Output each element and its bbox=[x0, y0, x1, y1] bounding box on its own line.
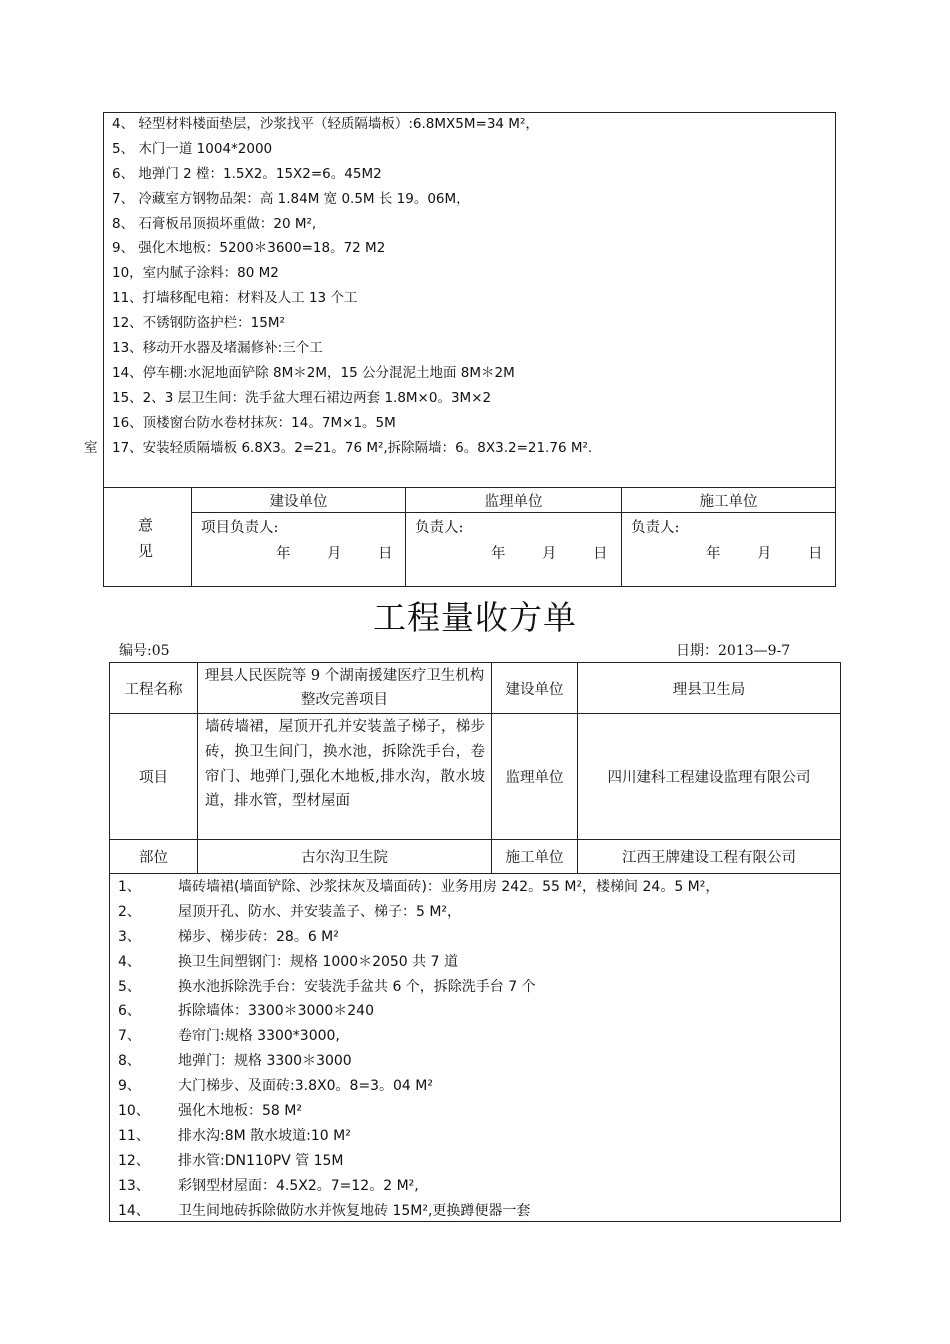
list-item: 6、 地弹门 2 樘：1.5X2。15X2=6。45M2 bbox=[112, 165, 382, 182]
item-number: 13、 bbox=[118, 1177, 150, 1194]
col1-month: 月 bbox=[327, 546, 342, 562]
col2-month: 月 bbox=[542, 546, 557, 562]
list-item bbox=[112, 1199, 842, 1224]
supervisor-label: 监理单位 bbox=[505, 770, 564, 786]
item-text: 大门梯步、及面砖:3.8X0。8=3。04 M² bbox=[178, 1078, 433, 1095]
item-text: 卫生间地砖拆除做防水并恢复地砖 15M²,更换蹲便器一套 bbox=[178, 1202, 531, 1219]
list-item: 7、 冷藏室方钢物品架：高 1.84M 宽 0.5M 长 19。06M， bbox=[112, 190, 470, 207]
builder-value: 理县卫生局 bbox=[672, 681, 746, 698]
item-text: 屋顶开孔、防水、并安装盖子、梯子：5 M²， bbox=[178, 903, 462, 920]
opinion-col2-title: 监理单位 bbox=[484, 493, 543, 510]
list-item bbox=[112, 1174, 842, 1199]
item-number: 12、 bbox=[118, 1152, 150, 1169]
item-text: 排水沟:8M 散水坡道:10 M² bbox=[178, 1127, 351, 1144]
list-item bbox=[112, 900, 842, 925]
item-number: 4、 bbox=[118, 953, 141, 970]
opinion-col1-title: 建设单位 bbox=[269, 493, 328, 510]
item-text: 卷帘门:规格 3300*3000, bbox=[178, 1028, 340, 1045]
item-text: 彩钢型材屋面：4.5X2。7=12。2 M², bbox=[178, 1177, 419, 1194]
item-number: 8、 bbox=[118, 1053, 141, 1070]
item-text: 强化木地板：58 M² bbox=[178, 1103, 302, 1120]
item-text: 换水池拆除洗手台：安装洗手盆共 6 个，拆除洗手台 7 个 bbox=[178, 978, 536, 995]
list-item: 16、顶楼窗台防水卷材抹灰：14。7M×1。5M bbox=[112, 414, 396, 431]
list-item bbox=[112, 975, 842, 1000]
opinion-label-2: 见 bbox=[138, 542, 154, 560]
top-table-bottom-border bbox=[103, 586, 836, 587]
contractor-label: 施工单位 bbox=[505, 850, 564, 866]
list-item: 11、打墙移配电箱：材料及人工 13 个工 bbox=[112, 290, 358, 307]
col3-year: 年 bbox=[706, 546, 721, 562]
col1-day: 日 bbox=[378, 546, 393, 562]
list-item: 10，室内腻子涂料：80 M2 bbox=[112, 265, 279, 282]
list-item: 5、 木门一道 1004*2000 bbox=[112, 140, 273, 157]
form-number: 编号:05 bbox=[119, 643, 170, 659]
list-item bbox=[112, 1024, 842, 1049]
col3-day: 日 bbox=[808, 546, 823, 562]
top-table-left-border bbox=[103, 112, 104, 587]
item-number: 2、 bbox=[118, 903, 141, 920]
col2-person-label: 负责人: bbox=[415, 520, 464, 536]
list-item bbox=[112, 999, 842, 1024]
opinion-label-1: 意 bbox=[138, 516, 154, 534]
opinion-col3-title: 施工单位 bbox=[699, 493, 758, 510]
part-label: 部位 bbox=[139, 850, 168, 866]
list-item: 13、移动开水器及堵漏修补:三个工 bbox=[112, 340, 323, 357]
list-item: 4、 轻型材料楼面垫层，沙浆找平（轻质隔墙板）:6.8MX5M=34 M²， bbox=[112, 116, 539, 132]
item-number: 11、 bbox=[118, 1127, 150, 1144]
list-item: 17、安装轻质隔墙板 6.8X3。2=21。76 M²,拆除隔墙：6。8X3.2=21.76 M². bbox=[112, 439, 593, 456]
item-number: 5、 bbox=[118, 978, 141, 995]
item-label: 项目 bbox=[139, 770, 168, 786]
list-item: 8、 石膏板吊顶损坏重做：20 M², bbox=[112, 215, 317, 232]
list-item bbox=[112, 1074, 842, 1099]
item-text: 梯步、梯步砖：28。6 M² bbox=[178, 928, 339, 945]
item-number: 7、 bbox=[118, 1028, 141, 1045]
col1-year: 年 bbox=[276, 546, 291, 562]
top-table-right-border bbox=[835, 112, 836, 587]
item-number: 1、 bbox=[118, 879, 141, 895]
col3-month: 月 bbox=[757, 546, 772, 562]
item-text: 拆除墙体：3300＊3000＊240 bbox=[178, 1003, 374, 1020]
margin-char: 室 bbox=[84, 440, 98, 456]
list-item bbox=[112, 1149, 842, 1174]
list-item bbox=[112, 1099, 842, 1124]
form-date: 日期：2013—9-7 bbox=[676, 643, 791, 659]
item-text: 排水管:DN110PV 管 15M bbox=[178, 1152, 344, 1169]
item-number: 6、 bbox=[118, 1003, 141, 1020]
item-text: 地弹门：规格 3300＊3000 bbox=[178, 1053, 352, 1070]
list-item: 14、停车棚:水泥地面铲除 8M＊2M，15 公分混泥土地面 8M＊2M bbox=[112, 364, 515, 381]
info-row-divider-3 bbox=[109, 873, 841, 874]
top-item-list bbox=[112, 112, 832, 460]
list-item: 9、 强化木地板：5200＊3600=18。72 M2 bbox=[112, 240, 386, 257]
supervisor-value: 四川建科工程建设监理有限公司 bbox=[607, 770, 811, 786]
list-item bbox=[112, 1049, 842, 1074]
list-item: 15、2、3 层卫生间：洗手盆大理石裙边两套 1.8M×0。3M×2 bbox=[112, 389, 492, 406]
page-title: 工程量收方单 bbox=[373, 598, 577, 637]
opinion-header-divider bbox=[191, 512, 836, 513]
builder-label: 建设单位 bbox=[505, 681, 564, 698]
col3-person-label: 负责人: bbox=[631, 520, 680, 536]
col2-year: 年 bbox=[491, 546, 506, 562]
project-name-label: 工程名称 bbox=[124, 681, 183, 698]
list-item bbox=[112, 875, 842, 900]
item-number: 10、 bbox=[118, 1103, 150, 1120]
item-number: 3、 bbox=[118, 928, 141, 945]
col1-person-label: 项目负责人: bbox=[201, 520, 279, 536]
list-item bbox=[112, 950, 842, 975]
list-item bbox=[112, 1124, 842, 1149]
item-value: 墙砖墙裙，屋顶开孔并安装盖子梯子，梯步砖，换卫生间门，换水池，拆除洗手台，卷帘门、地弹门,强化木地板,排水沟，散水坡道，排水管，型材屋面 bbox=[205, 719, 485, 810]
list-item bbox=[112, 925, 842, 950]
bottom-item-list bbox=[112, 875, 842, 1223]
col2-day: 日 bbox=[593, 546, 608, 562]
list-item: 12、不锈钢防盗护栏：15M² bbox=[112, 315, 285, 332]
item-text: 换卫生间塑钢门：规格 1000＊2050 共 7 道 bbox=[178, 953, 458, 970]
project-name-value: 理县人民医院等 9 个湖南援建医疗卫生机构整改完善项目 bbox=[204, 668, 485, 708]
item-number: 14、 bbox=[118, 1202, 150, 1219]
item-text: 墙砖墙裙(墙面铲除、沙浆抹灰及墙面砖)：业务用房 242。55 M²，楼梯间 24。5 M²， bbox=[178, 879, 720, 895]
part-value: 古尔沟卫生院 bbox=[301, 850, 388, 866]
contractor-value: 江西王牌建设工程有限公司 bbox=[622, 850, 796, 866]
item-number: 9、 bbox=[118, 1078, 141, 1095]
